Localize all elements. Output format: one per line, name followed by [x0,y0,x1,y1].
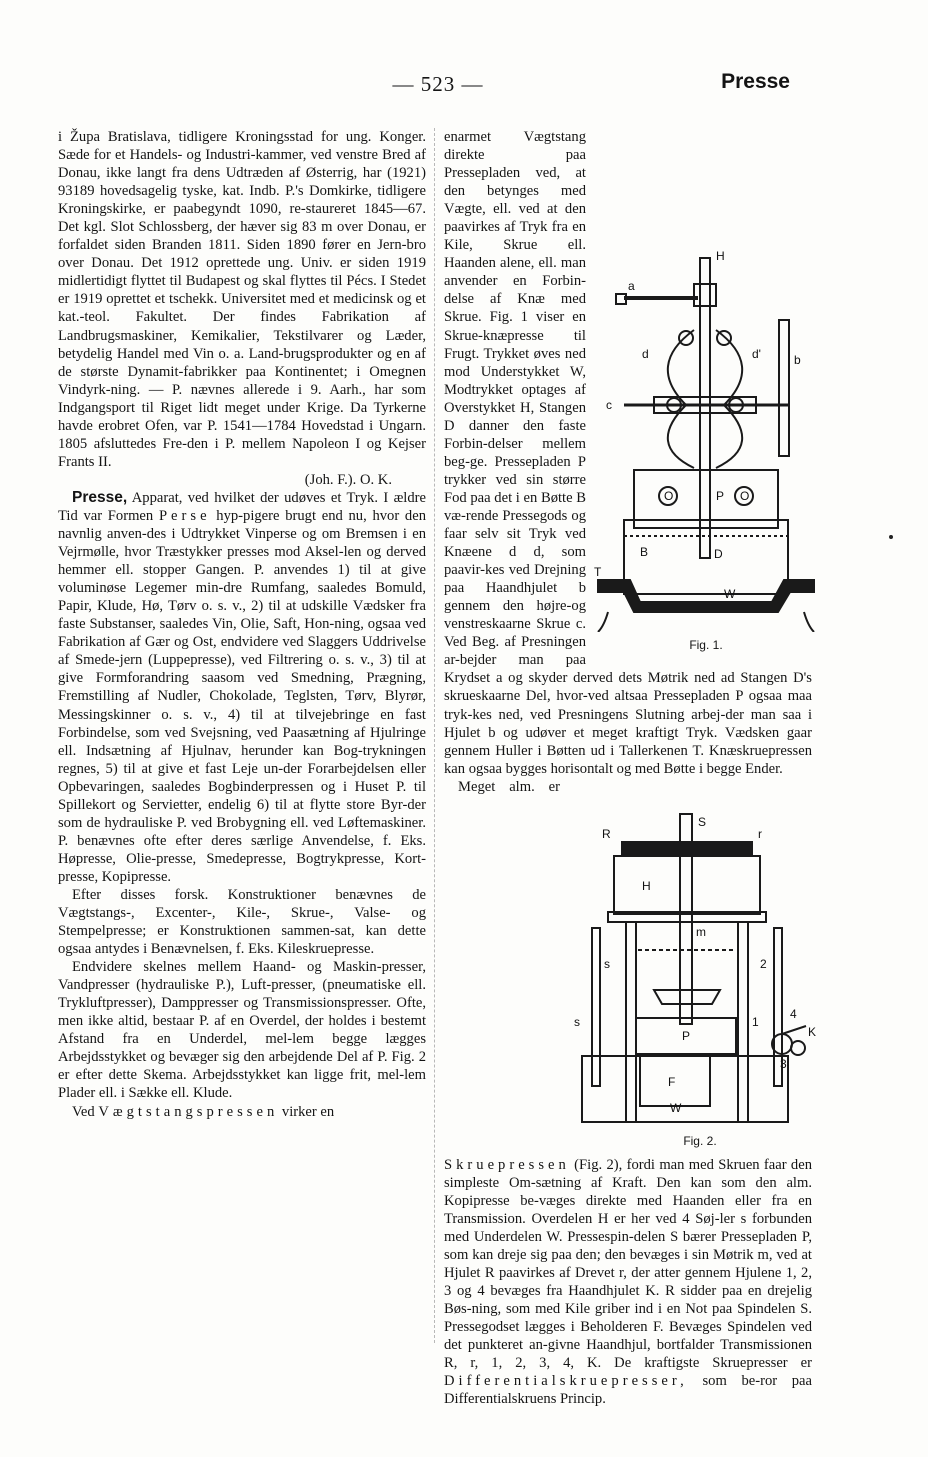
fig1-label-T: T [594,565,602,579]
fig2-label-2: 2 [760,956,767,971]
skruepresse-paragraph [444,778,817,1409]
endvidere-paragraph: Endvidere skelnes mellem Haand- og Maskin-presser, Vandpresser (hydrauliske P.), Luft-presser, (pneumatiske ell. Trykluftpresser), Damppresser og Transmissionspresser. Ofte, men ikke altid, bestaar P. af en Overdel, der holdes i bestemt Afstand fra en Underdel, mel-lem begge lægges Arbejdsstykket og bevæger sig den arbejdende Del af P. Fig. 2 er efter dette Skema. Arbejdsstykket kan ligge frit, mel-lem Plader ell. i Sække ell. Klude. [58,959,426,1102]
konstruktioner-paragraph: Efter disses forsk. Konstruktioner benævnes de Vægtstangs-, Excenter-, Kile-, Skrue-, Valse- og Stempelpresse; er Konstruktionen sammen-sat, kan dette ogsaa antydes i Benævnelsen, f. Eks. Kileskruepresse. [58,886,426,958]
margin-dot [889,535,893,539]
fig1-label-W: W [724,587,736,601]
fig1-knee-press-illustration [594,240,818,632]
left-column [58,128,426,1121]
vaegtstang-spaced-word: Vægtstangspressen [98,1103,279,1120]
presse-text-2: hyp-pigere brugt end nu, hvor den navnlig anven-des i Udtrykket Vinperse og om Bremsen i en Vejrmølle, hvor Træstykker presses mod Aksel-len og derved hemmer ell. stopper Gangen. P. anvendes 1) til at give voluminøse Legemer min-dre Rumfang, saaledes Bomuld, Papir, Klude, Hø, Tørv o. s. v., 2) til at udskille Vædsker fra faste Substanser, saaledes Vin, Olie, Saft, Hon-ning, ogsaa ved Fabrikation af Gær og Ost, endvidere ved Slaggers Uddrivelse af Smede-jern (Luppepresse), ved Filtrering o. s. v., 3) til at give Formforandring saasom ved Smedning, Prægning, Fremstilling af Nudler, Chokolade, Teglsten, Tørv, Blyrør, Messingskinner o. s. v., 4) til at tilvejebringe en fast Forbindelse, som ved Svejsning, ved Paasætning af Hjulringe ell. Indsætning af Hjulnav, herunder kan Bog-trykningen regnes, 5) til at give et fast Leje un-der Forarbejdelsen eller Opbevaringen, saaledes Bogbinderpressen og i Huset P. til Spillekort og Servietter, endelig 6) til at flytte store Byr-der som de hydrauliske P. ved Brobygning ell. ved Løftemaskiner. P. benævnes ofte efter deres særlige Anvendelse, f. Eks. Høpresse, Olie-presse, Smedepresse, Bogtrykpresse, Kort-presse, Kopipresse. [58,507,426,885]
fig2-screw-press-illustration [568,812,818,1128]
skruepressen-spaced-word: Skruepressen [444,1156,570,1173]
column-divider [434,128,435,1343]
fig1-label-a: a [628,279,635,293]
fig2-label-3: 3 [780,1056,787,1071]
fig2-label-m: m [696,924,706,939]
fig1-label-b: b [794,353,801,367]
fig1-label-d2: d' [752,347,761,361]
fig2-label-F: F [668,1074,676,1089]
fig1-label-O2: O [740,489,750,503]
presse-spaced-word: Perse [158,507,211,524]
presse-entry [58,489,426,886]
vaegtstang-paragraph [444,128,812,778]
fig2-label-P: P [682,1028,691,1043]
fig1-caption: Fig. 1. [689,638,723,652]
fig1-label-D: D [714,547,723,561]
fig2-label-s: s [574,1014,580,1029]
vaegtstang-intro-2: virker en [281,1103,335,1120]
figure-1 [594,240,818,658]
right-column [444,128,817,1408]
fig2-label-K: K [808,1024,817,1039]
fig2-label-W: W [670,1100,682,1115]
fig1-label-O: O [664,489,674,503]
author-signature: (Joh. F.). O. K. [304,471,392,488]
zupa-paragraph: i Župa Bratislava, tidligere Kroningsstad for ung. Konger. Sæde for et Handels- og Industri-kammer, ved venstre Bred af Donau, ikke langt fra dens Udtræden af Østerrig, har (1921) 93189 hovedsagelig tyske, kat. Indb. P.'s Domkirke, tidligere Kroningskirke, er paabegyndt 1090, re-staureret 1845—67. Det kgl. Slot Schlossberg, der hæver sig 83 m over Donau, er forfaldet siden Branden 1811. Siden 1890 fører en Jern-bro over Donau. Det 1912 oprettede ung. Univ. er siden 1919 midlertidigt flyttet til Budapest og skal flyttes til Pécs. I Stedet er 1919 oprettet et tschekk. Universitet med et medicinsk og et kat.-teol. Fakultet. Der findes Fabrikation af Landbrugsmaskiner, Kemikalier, Tekstilvarer og Læder, betydelig Handel med Vin o. a. Land-brugsprodukter og en af de største Dynamit-fabrikker paa Kontinentet; i Omegnen Vindyrk-ning. — P. nævnes allerede i 9. Aarh., har som Indgangsport til Riget lidt meget under Krige. Da Tyrkerne havde erobret Ofen, var P. 1541—1784 Hovedstad i Ungarn. 1805 afsluttedes Fre-den i P. mellem Napoleon I og Kejser Frants II. [58,129,426,470]
skrue-text-2: (Fig. 2), fordi man med Skruen faar den simpleste Om-sætning af Kraft. Den kan som den alm. Kopipresse be-væges direkte med Haanden eller fra en Transmission. Overdelen H er her ved 4 Søj-ler s forbunden med Underdelen W. Pressespin-delen S bærer Pressepladen P, som kan dreje sig paa den; den bevæges i sin Møtrik m, ved at Hjulet R paavirkes af Drevet r, der atter gennem Hjulene 1, 2, 3 og 4 bevæges fra Haandhjulet K. R sidder paa en drejelig Bøs-ning, som med Kile griber ind i en Not paa Spindelen S. Pressegodset lægges i Beholderen F. Bevæges Spindelen ved det punkteret an-givne Haandhjul, bortfalder Transmissionen R, r, 1, 2, 3, 4, K. De kraftigste Skruepresser er [444,1156,813,1372]
fig2-label-1: 1 [752,1014,759,1029]
differential-spaced-word: Differentialskruepresser, [444,1373,688,1390]
fig1-label-P: P [716,489,725,503]
fig2-caption: Fig. 2. [683,1133,717,1148]
running-head: Presse [721,70,790,93]
fig1-label-d: d [642,347,649,361]
fig1-label-H: H [716,249,725,263]
page-header [0,72,928,106]
vaegtstang-intro [58,1103,426,1121]
headword-presse: Presse, [72,488,128,506]
fig1-label-B: B [640,545,649,559]
fig2-label-H: H [642,878,651,893]
figure-2 [568,812,818,1152]
fig2-label-s2: s [604,956,610,971]
vaegtstang-text: enarmet Vægtstang direkte paa Pressepladen ved, at den betynges med Vægte, ell. ved at den paavirkes af Tryk fra en Kile, Skrue ell. Haanden alene, ell. man anvender en Forbin-delse af Knæ med Skrue. Fig. 1 viser en Skrue-knæpresse til Frugt. Trykket øves ned mod Understykket W, Modtrykket optages af Overstykket H, Stangen D danner den faste Forbin-delser mellem beg-ge. Pressepladen P trykker ved sin større Fod paa det i en Bøtte B væ-rende Pressegods og faar selv sit Tryk ved Knæene d d, som paavir-kes ved Drejning paa Haandhjulet b gennem den højre-og venstreskaarne Skrue c. Ved Beg. af Presningen ar-bejder man paa Krydset a og skyder derved dets Møtrik ned ad Stangen D's skrueskaarne Del, hvor-ved altsaa Pressepladen P ogsaa maa tryk-kes ned, ved Presningens Slutning arbej-der man saa i Hjulet b og udøver et meget kraftigt Tryk. Vædsken gaar gennem Huller i Bøtten ud i Tallerkenen T. Knæskruepressen kan ogsaa bygges horisontalt og med Bøtte i begge Ender. [444,129,812,777]
skrue-text-1: Meget alm. er [458,778,560,795]
fig1-label-c: c [606,398,612,412]
fig2-label-S: S [698,814,707,829]
page-number: — 523 — [392,72,484,96]
differential-text: som be-ror paa Differentialskruens Princip. [444,1373,812,1408]
presse-text-1: Apparat, ved hvilket der udøves et Tryk. I ældre Tid var Formen [58,489,427,524]
fig2-label-r: r [758,826,762,841]
vaegtstang-intro-1: Ved [72,1103,95,1120]
fig2-label-4: 4 [790,1006,797,1021]
fig2-label-R: R [602,826,611,841]
